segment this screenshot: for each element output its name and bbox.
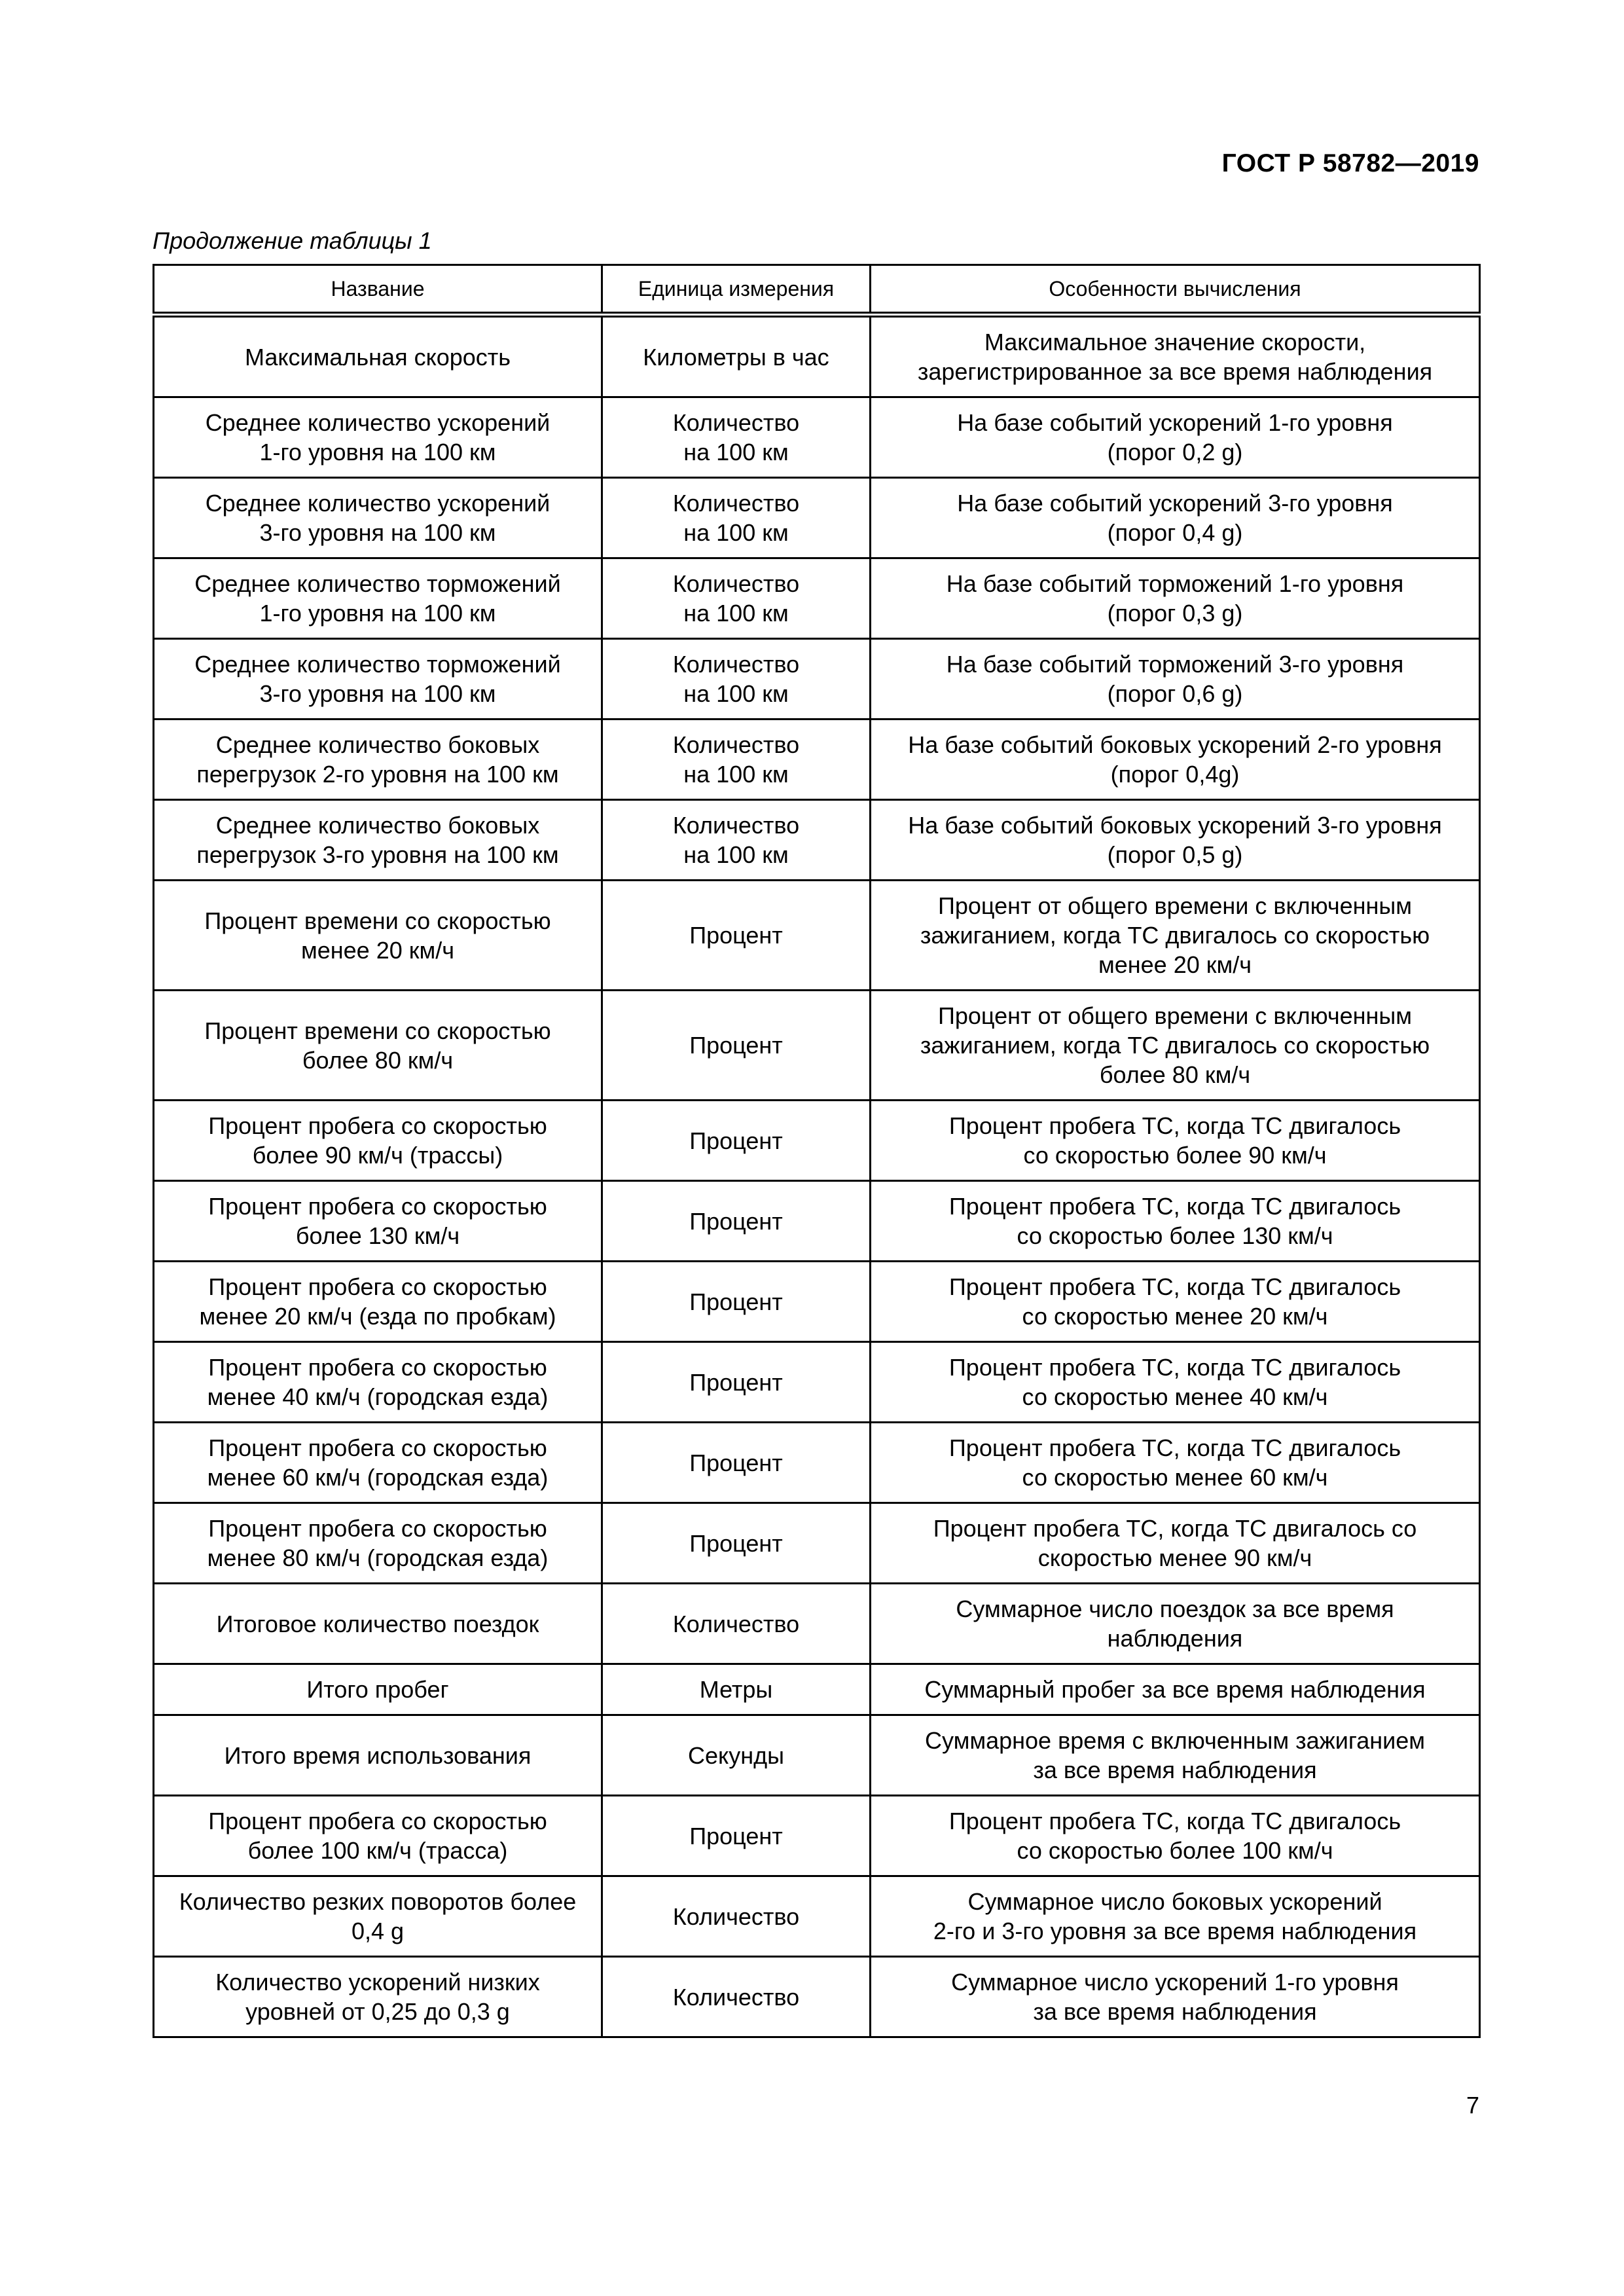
- cell-calculation: Суммарное время с включенным зажиганием за все время наблюдения: [871, 1715, 1480, 1796]
- table-row: [154, 1796, 1480, 1876]
- table-row: [154, 991, 1480, 1101]
- cell-calculation: Суммарное число боковых ускорений 2-го и 3-го уровня за все время наблюдения: [871, 1876, 1480, 1957]
- table-row: [154, 1262, 1480, 1342]
- cell-name: Процент пробега со скоростью менее 80 км/ч (городская езда): [154, 1503, 602, 1584]
- cell-calculation: Процент пробега ТС, когда ТС двигалось со скоростью более 100 км/ч: [871, 1796, 1480, 1876]
- cell-name: Количество ускорений низких уровней от 0,25 до 0,3 g: [154, 1957, 602, 2037]
- table-row: [154, 1584, 1480, 1664]
- cell-unit: Процент: [602, 1503, 871, 1584]
- cell-unit: Количество на 100 км: [602, 720, 871, 800]
- table-row: [154, 720, 1480, 800]
- table-row: [154, 315, 1480, 397]
- cell-name: Среднее количество торможений 3-го уровня на 100 км: [154, 639, 602, 720]
- table-row: [154, 1181, 1480, 1262]
- cell-name: Итого время использования: [154, 1715, 602, 1796]
- cell-calculation: Процент пробега ТС, когда ТС двигалось со скоростью более 90 км/ч: [871, 1101, 1480, 1181]
- cell-name: Среднее количество боковых перегрузок 2-го уровня на 100 км: [154, 720, 602, 800]
- cell-unit: Метры: [602, 1664, 871, 1715]
- cell-name: Процент пробега со скоростью более 100 км/ч (трасса): [154, 1796, 602, 1876]
- cell-unit: Процент: [602, 1181, 871, 1262]
- cell-calculation: Суммарное число поездок за все время наблюдения: [871, 1584, 1480, 1664]
- parameters-table: [153, 264, 1481, 2038]
- cell-unit: Количество: [602, 1584, 871, 1664]
- cell-unit: Процент: [602, 1101, 871, 1181]
- table-body: [154, 315, 1480, 2037]
- cell-unit: Количество на 100 км: [602, 478, 871, 558]
- cell-name: Среднее количество ускорений 1-го уровня на 100 км: [154, 397, 602, 478]
- table-caption: Продолжение таблицы 1: [153, 227, 432, 254]
- page-number: 7: [1466, 2092, 1479, 2119]
- document-code: ГОСТ Р 58782—2019: [1221, 149, 1479, 177]
- column-header-name: Название: [154, 265, 602, 315]
- cell-calculation: На базе событий боковых ускорений 2-го уровня (порог 0,4g): [871, 720, 1480, 800]
- cell-unit: Количество: [602, 1957, 871, 2037]
- cell-unit: Количество на 100 км: [602, 397, 871, 478]
- cell-calculation: Процент пробега ТС, когда ТС двигалось со скоростью менее 90 км/ч: [871, 1503, 1480, 1584]
- table-row: [154, 558, 1480, 639]
- cell-name: Количество резких поворотов более 0,4 g: [154, 1876, 602, 1957]
- cell-unit: Количество на 100 км: [602, 558, 871, 639]
- cell-calculation: На базе событий боковых ускорений 3-го уровня (порог 0,5 g): [871, 800, 1480, 881]
- cell-unit: Процент: [602, 881, 871, 991]
- cell-name: Среднее количество ускорений 3-го уровня на 100 км: [154, 478, 602, 558]
- cell-unit: Процент: [602, 991, 871, 1101]
- table-row: [154, 1101, 1480, 1181]
- cell-calculation: Процент от общего времени с включенным зажиганием, когда ТС двигалось со скоростью менее 20 км/ч: [871, 881, 1480, 991]
- table-container: [153, 264, 1479, 2038]
- column-header-unit: Единица измерения: [602, 265, 871, 315]
- cell-unit: Секунды: [602, 1715, 871, 1796]
- cell-name: Процент пробега со скоростью менее 60 км/ч (городская езда): [154, 1423, 602, 1503]
- table-row: [154, 1423, 1480, 1503]
- cell-name: Среднее количество боковых перегрузок 3-го уровня на 100 км: [154, 800, 602, 881]
- cell-name: Процент времени со скоростью менее 20 км/ч: [154, 881, 602, 991]
- cell-calculation: Процент пробега ТС, когда ТС двигалось со скоростью более 130 км/ч: [871, 1181, 1480, 1262]
- table-row: [154, 1876, 1480, 1957]
- cell-calculation: Суммарное число ускорений 1-го уровня за все время наблюдения: [871, 1957, 1480, 2037]
- table-row: [154, 478, 1480, 558]
- cell-unit: Километры в час: [602, 315, 871, 397]
- cell-calculation: Процент пробега ТС, когда ТС двигалось со скоростью менее 60 км/ч: [871, 1423, 1480, 1503]
- cell-calculation: На базе событий торможений 1-го уровня (порог 0,3 g): [871, 558, 1480, 639]
- cell-unit: Количество на 100 км: [602, 800, 871, 881]
- table-row: [154, 397, 1480, 478]
- table-header-row: [154, 265, 1480, 315]
- cell-unit: Количество: [602, 1876, 871, 1957]
- table-row: [154, 1503, 1480, 1584]
- cell-name: Итого пробег: [154, 1664, 602, 1715]
- cell-calculation: Максимальное значение скорости, зарегистрированное за все время наблюдения: [871, 315, 1480, 397]
- cell-calculation: Процент от общего времени с включенным зажиганием, когда ТС двигалось со скоростью более 80 км/ч: [871, 991, 1480, 1101]
- cell-unit: Процент: [602, 1342, 871, 1423]
- cell-name: Процент пробега со скоростью более 130 км/ч: [154, 1181, 602, 1262]
- table-row: [154, 881, 1480, 991]
- table-row: [154, 1342, 1480, 1423]
- cell-name: Процент пробега со скоростью более 90 км/ч (трассы): [154, 1101, 602, 1181]
- cell-name: Итоговое количество поездок: [154, 1584, 602, 1664]
- cell-unit: Количество на 100 км: [602, 639, 871, 720]
- cell-unit: Процент: [602, 1796, 871, 1876]
- table-row: [154, 639, 1480, 720]
- table-row: [154, 1664, 1480, 1715]
- cell-name: Процент пробега со скоростью менее 40 км/ч (городская езда): [154, 1342, 602, 1423]
- cell-name: Максимальная скорость: [154, 315, 602, 397]
- table-row: [154, 1957, 1480, 2037]
- column-header-calculation: Особенности вычисления: [871, 265, 1480, 315]
- cell-unit: Процент: [602, 1262, 871, 1342]
- cell-calculation: На базе событий торможений 3-го уровня (порог 0,6 g): [871, 639, 1480, 720]
- table-row: [154, 1715, 1480, 1796]
- cell-calculation: Процент пробега ТС, когда ТС двигалось со скоростью менее 20 км/ч: [871, 1262, 1480, 1342]
- cell-unit: Процент: [602, 1423, 871, 1503]
- cell-calculation: На базе событий ускорений 1-го уровня (порог 0,2 g): [871, 397, 1480, 478]
- cell-name: Среднее количество торможений 1-го уровня на 100 км: [154, 558, 602, 639]
- cell-calculation: Суммарный пробег за все время наблюдения: [871, 1664, 1480, 1715]
- cell-name: Процент времени со скоростью более 80 км/ч: [154, 991, 602, 1101]
- cell-calculation: На базе событий ускорений 3-го уровня (порог 0,4 g): [871, 478, 1480, 558]
- cell-calculation: Процент пробега ТС, когда ТС двигалось со скоростью менее 40 км/ч: [871, 1342, 1480, 1423]
- cell-name: Процент пробега со скоростью менее 20 км/ч (езда по пробкам): [154, 1262, 602, 1342]
- table-row: [154, 800, 1480, 881]
